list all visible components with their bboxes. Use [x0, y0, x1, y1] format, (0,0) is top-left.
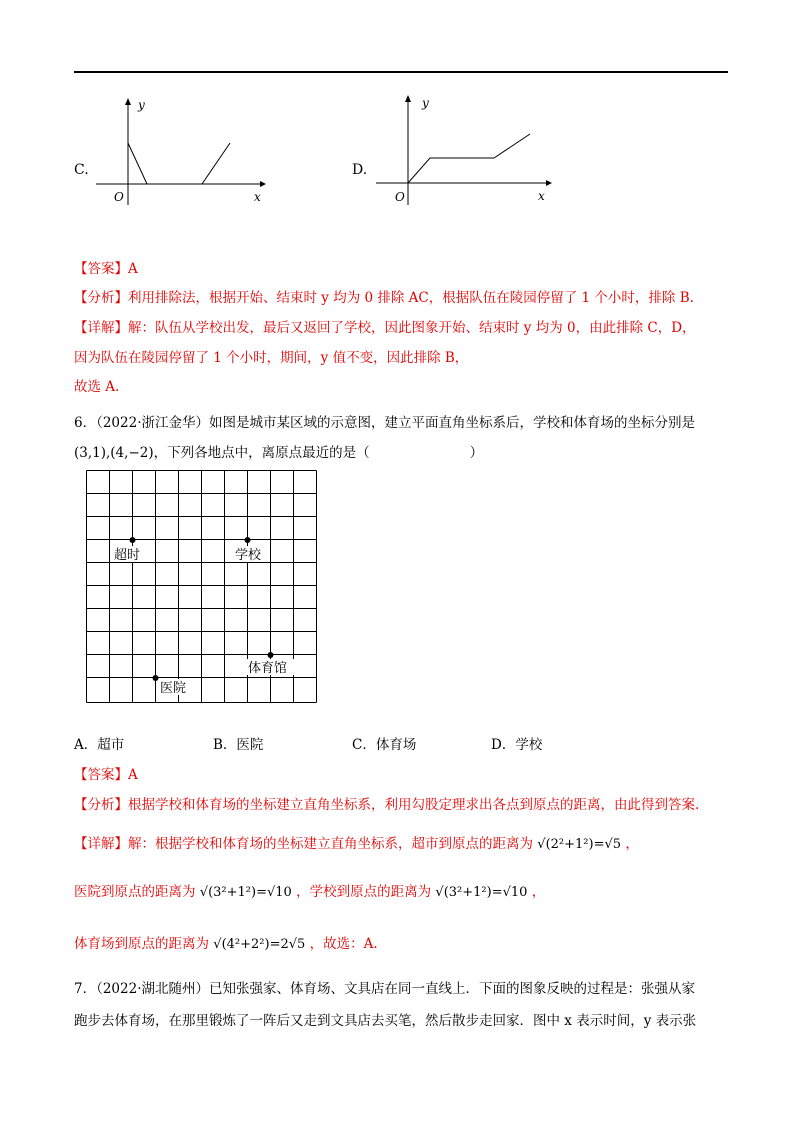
prev-detail-3: 故选 A. — [74, 379, 120, 395]
y-label: y — [422, 96, 429, 110]
q7-line-2: 跑步去体育场，在那里锻炼了一阵后又走到文具店去买笔，然后散步走回家．图中 x 表示时间，y 表示张 — [74, 1013, 697, 1029]
prev-answer: 【答案】A — [74, 261, 138, 277]
prev-detail-1: 【详解】解：队伍从学校出发，最后又返回了学校，因此图象开始、结束时 y 均为 0，由此排除 C，D， — [74, 320, 696, 336]
y-axis-arrow — [405, 95, 411, 102]
q6-answer: 【答案】A — [74, 767, 138, 783]
prev-analysis: 【分析】利用排除法，根据开始、结束时 y 均为 0 排除 AC，根据队伍在陵园停留了 1 个小时，排除 B. — [74, 290, 694, 306]
q6-detail-line-1 — [74, 832, 639, 852]
choice-d[interactable]: D．学校 — [491, 737, 543, 753]
choice-c[interactable]: C．体育场 — [352, 737, 417, 753]
city-map-grid — [86, 470, 326, 706]
q6-analysis: 【分析】根据学校和体育场的坐标建立直角坐标系，利用勾股定理求出各点到原点的距离，由此得到答案. — [74, 797, 700, 813]
q6-line-2-text: ，下列各地点中，离原点最近的是（ — [153, 445, 370, 461]
gym-point — [268, 652, 274, 658]
q6-detail-end-2: ， — [531, 884, 546, 900]
graph-line — [128, 143, 230, 184]
market-point — [130, 537, 136, 543]
hospital-label: 医院 — [160, 681, 187, 696]
q6-line-1: 6．（2022·浙江金华）如图是城市某区域的示意图，建立平面直角坐标系后，学校和体育场的坐标分别是 — [74, 415, 695, 431]
option-c-label: C. — [74, 162, 89, 178]
school-point — [245, 537, 251, 543]
choice-b[interactable]: B．医院 — [213, 737, 264, 753]
q6-detail-text-4: 体育场到原点的距离为 — [74, 936, 209, 952]
option-c-graph — [90, 95, 270, 210]
q7-line-1: 7．（2022·湖北随州）已知张强家、体育场、文具店在同一直线上．下面的图象反映的过程是：张强从家 — [74, 981, 695, 997]
q6-detail-text-1: 【详解】解：根据学校和体育场的坐标建立直角坐标系，超市到原点的距离为 — [74, 836, 533, 852]
q6-detail-end-1: ， — [625, 836, 639, 852]
option-d-label: D. — [352, 162, 368, 178]
school-label: 学校 — [235, 548, 262, 563]
q6-detail-end-3: ，故选：A. — [309, 936, 378, 952]
choice-a[interactable]: A．超市 — [74, 737, 125, 753]
x-axis-arrow — [546, 180, 552, 186]
hospital-point — [153, 675, 159, 681]
market-label: 超时 — [114, 548, 141, 563]
math-hospital: √(3²+1²)=√10 — [199, 885, 292, 900]
origin-label: O — [114, 190, 124, 204]
math-gym: √(4²+2²)=2√5 — [213, 937, 306, 952]
y-label: y — [138, 98, 145, 112]
q6-detail-line-2 — [74, 880, 545, 900]
q6-detail-text-3: ，学校到原点的距离为 — [296, 884, 432, 900]
q6-close-paren: ） — [469, 445, 484, 461]
math-market: √(2²+1²)=√5 — [537, 837, 622, 852]
x-label: x — [254, 190, 261, 204]
q6-line-2 — [74, 441, 483, 461]
math-school: √(3²+1²)=√10 — [435, 885, 528, 900]
gym-label: 体育馆 — [248, 661, 288, 676]
origin-label: O — [395, 190, 405, 204]
option-d-graph — [370, 90, 560, 210]
x-axis-arrow — [260, 181, 266, 187]
q6-detail-line-3 — [74, 932, 378, 952]
top-rule — [74, 71, 728, 73]
q6-detail-text-2: 医院到原点的距离为 — [74, 884, 196, 900]
x-label: x — [538, 189, 545, 203]
prev-detail-2: 因为队伍在陵园停留了 1 个小时，期间，y 值不变，因此排除 B， — [74, 350, 469, 366]
graph-line — [408, 134, 530, 183]
q6-coords: (3,1),(4,−2) — [74, 445, 154, 461]
y-axis-arrow — [125, 98, 131, 105]
